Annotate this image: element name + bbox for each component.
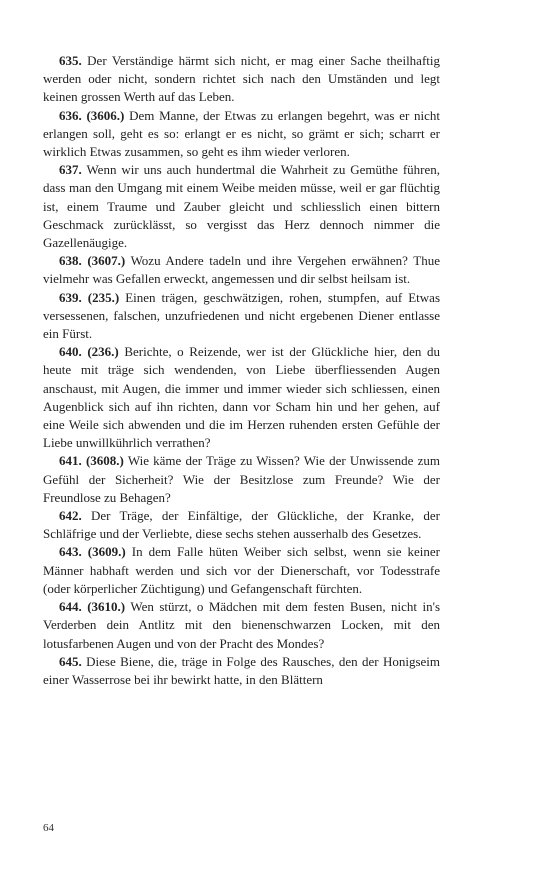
- entry-number: 635.: [59, 53, 82, 68]
- entry-638: [43, 252, 440, 288]
- entry-text: Wenn wir uns auch hundertmal die Wahrheit zu Gemüthe führen, dass man den Umgang mit einem Weibe meiden müsse, weil er gar flüchtig ist, einem Traume und Zauber gleicht und schliesslich einen bittern Geschmack zurücklässt, so vergisst das Herz dennoch nimmer die Gazellenäugige.: [43, 162, 441, 251]
- entry-641: [43, 452, 440, 507]
- page-number: 64: [43, 822, 54, 834]
- entry-645: [43, 653, 440, 689]
- entry-text: Wie käme der Träge zu Wissen? Wie der Unwissende zum Gefühl der Sicherheit? Wie der Besitzlose zum Freunde? Wie der Freundlose zu Behagen?: [43, 453, 441, 505]
- text-body: [43, 52, 440, 689]
- entry-text: In dem Falle hüten Weiber sich selbst, wenn sie keiner Männer habhaft werden und sich vor der Dienerschaft, vor Todesstrafe (oder körperlicher Züchtigung) und Gefangenschaft fürchten.: [43, 544, 441, 596]
- entry-643: [43, 543, 440, 598]
- entry-636: [43, 107, 440, 162]
- entry-number: 641. (3608.): [59, 453, 124, 469]
- entry-number: 643. (3609.): [59, 544, 126, 560]
- entry-text: Der Träge, der Einfältige, der Glückliche, der Kranke, der Schläfrige und der Verliebte, diese sechs stehen ausserhalb des Gesetzes.: [43, 508, 440, 542]
- entry-640: [43, 343, 440, 452]
- entry-number: 645.: [59, 653, 82, 669]
- entry-text: Berichte, o Reizende, wer ist der Glückliche hier, den du heute mit träge sich wendenden, von Liebe überfliessenden Augen anschaust, mit Augen, die immer und immer wieder sich schliessen, einen Augenblick sich auf ihn richten, dann vor Scham hin und her gehen, auf eine Weile sich abwenden und die im Herzen ruhenden ersten Gefühle der Liebe unwillkührlich verrathen?: [43, 344, 440, 451]
- entry-text: Wen stürzt, o Mädchen mit dem festen Busen, nicht in's Verderben dein Antlitz mit den bienenschwarzen Locken, mit den lotusfarbenen Augen und von der Pracht des Mondes?: [43, 599, 441, 651]
- entry-644: [43, 598, 440, 653]
- entry-number: 637.: [59, 162, 82, 178]
- entry-text: Der Verständige härmt sich nicht, er mag einer Sache theilhaftig werden oder nicht, sondern richtet sich nach den Umständen und legt keinen grossen Werth auf das Leben.: [43, 53, 440, 105]
- entry-642: [43, 507, 440, 543]
- entry-639: [43, 289, 440, 344]
- entry-635: [43, 52, 440, 107]
- entry-text: Diese Biene, die, träge in Folge des Rausches, den der Honigseim einer Wasserrose bei ihr bewirkt hatte, in den Blättern: [43, 653, 441, 687]
- entry-text: Wozu Andere tadeln und ihre Vergehen erwähnen? Thue vielmehr was Gefallen erweckt, angemessen und dir selbst heilsam ist.: [43, 253, 440, 287]
- entry-number: 642.: [59, 508, 82, 524]
- entry-number: 639. (235.): [59, 289, 120, 305]
- entry-number: 640. (236.): [59, 344, 119, 360]
- entry-number: 644. (3610.): [59, 599, 126, 615]
- entry-text: Einen trägen, geschwätzigen, rohen, stumpfen, auf Etwas versessenen, falschen, unzufriedenen und nicht ergebenen Diener entlasse ein Fürst.: [43, 289, 440, 342]
- entry-637: [43, 161, 440, 252]
- entry-number: 636. (3606.): [59, 107, 125, 123]
- entry-text: Dem Manne, der Etwas zu erlangen begehrt, was er nicht erlangen soll, geht es so: erlangt er es nicht, so grämt er sich; scharrt er wirklich Etwas zusammen, so geht es ihm wieder verloren.: [43, 107, 440, 160]
- entry-number: 638. (3607.): [59, 253, 126, 269]
